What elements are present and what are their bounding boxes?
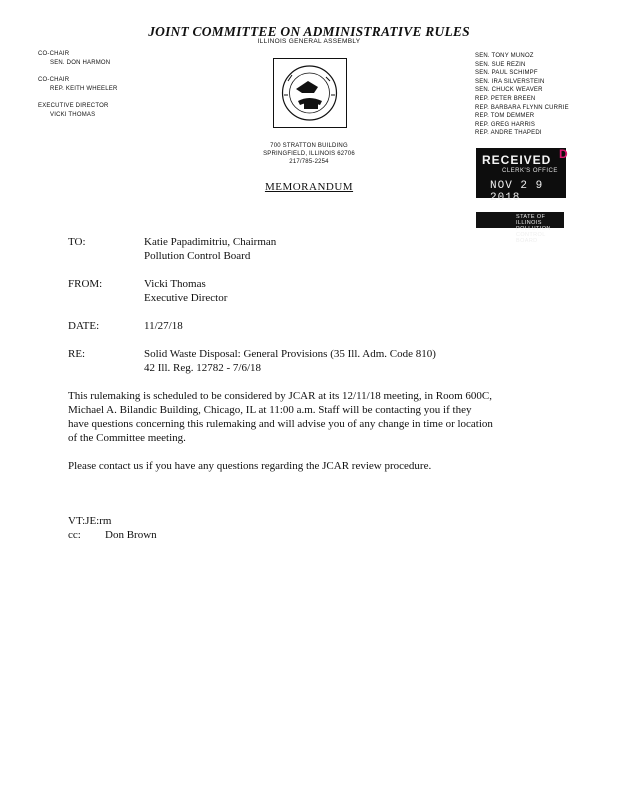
cochair-label-1: CO-CHAIR — [38, 51, 70, 57]
member-item: SEN. IRA SILVERSTEIN — [475, 78, 545, 85]
cochair-label-2: CO-CHAIR — [38, 77, 70, 83]
address-phone: 217/785-2254 — [289, 159, 329, 165]
committee-members-list — [475, 52, 569, 138]
address-line-1: 700 STRATTON BUILDING — [270, 143, 348, 149]
committee-subtitle: ILLINOIS GENERAL ASSEMBLY — [257, 38, 361, 45]
cc-name: Don Brown — [105, 529, 157, 541]
member-item: REP. ANDRE THAPEDI — [475, 130, 542, 137]
executive-director-label: EXECUTIVE DIRECTOR — [38, 103, 109, 109]
body-paragraph-1-line-2: Michael A. Bilandic Building, Chicago, IL at 11:00 a.m. Staff will be contacting you if they — [68, 404, 472, 416]
from-name: Vicki Thomas — [144, 278, 206, 290]
to-label: TO: — [68, 236, 86, 248]
board-stamp — [476, 212, 564, 244]
member-item: REP. PETER BREEN — [475, 95, 536, 102]
re-subject: Solid Waste Disposal: General Provisions (35 Ill. Adm. Code 810) — [144, 348, 436, 360]
board-stamp-line-1: STATE OF ILLINOIS — [516, 214, 546, 226]
member-item: SEN. PAUL SCHIMPF — [475, 70, 538, 77]
date-label: DATE: — [68, 320, 100, 332]
date-value: 11/27/18 — [144, 320, 183, 332]
received-stamp-title: RECEIVED — [482, 153, 552, 167]
body-paragraph-1-line-3: have questions concerning this rulemaking and will advise you of any change in time or location — [68, 418, 493, 430]
cochair-name-1: SEN. DON HARMON — [50, 60, 111, 66]
cc-label: cc: — [68, 529, 81, 541]
member-item: REP. BARBARA FLYNN CURRIE — [475, 104, 569, 111]
re-register-citation: 42 Ill. Reg. 12782 - 7/6/18 — [144, 362, 262, 374]
committee-title: JOINT COMMITTEE ON ADMINISTRATIVE RULES — [148, 24, 470, 39]
state-seal-icon — [274, 59, 345, 126]
body-paragraph-2: Please contact us if you have any questions regarding the JCAR review procedure. — [68, 460, 432, 472]
address-line-2: SPRINGFIELD, ILLINOIS 62706 — [263, 151, 355, 157]
from-label: FROM: — [68, 278, 103, 290]
received-stamp-office: CLERK'S OFFICE — [502, 168, 558, 174]
body-paragraph-1-line-4: of the Committee meeting. — [68, 432, 186, 444]
typist-initials: VT:JE:rm — [68, 515, 112, 527]
body-paragraph-1-line-1: This rulemaking is scheduled to be considered by JCAR at its 12/11/18 meeting, in Room 600C, — [68, 390, 492, 402]
member-item: REP. GREG HARRIS — [475, 121, 536, 128]
received-stamp-date: NOV 2 9 2018 — [490, 180, 544, 204]
board-stamp-line-2: POLLUTION CONTROL BOARD — [516, 226, 551, 244]
state-seal — [273, 58, 347, 128]
to-name: Katie Papadimitriu, Chairman — [144, 236, 277, 248]
cochair-name-2: REP. KEITH WHEELER — [50, 86, 118, 92]
from-title: Executive Director — [144, 292, 228, 304]
board-stamp-text — [516, 214, 564, 244]
re-label: RE: — [68, 348, 86, 360]
member-item: SEN. TONY MUNOZ — [475, 53, 534, 59]
executive-director-name: VICKI THOMAS — [50, 112, 96, 118]
member-item: SEN. SUE REZIN — [475, 61, 526, 68]
to-organization: Pollution Control Board — [144, 250, 251, 262]
received-stamp-mark: D — [559, 147, 568, 161]
member-item: REP. TOM DEMMER — [475, 113, 535, 120]
memo-title: MEMORANDUM — [264, 181, 354, 193]
member-item: SEN. CHUCK WEAVER — [475, 87, 543, 94]
